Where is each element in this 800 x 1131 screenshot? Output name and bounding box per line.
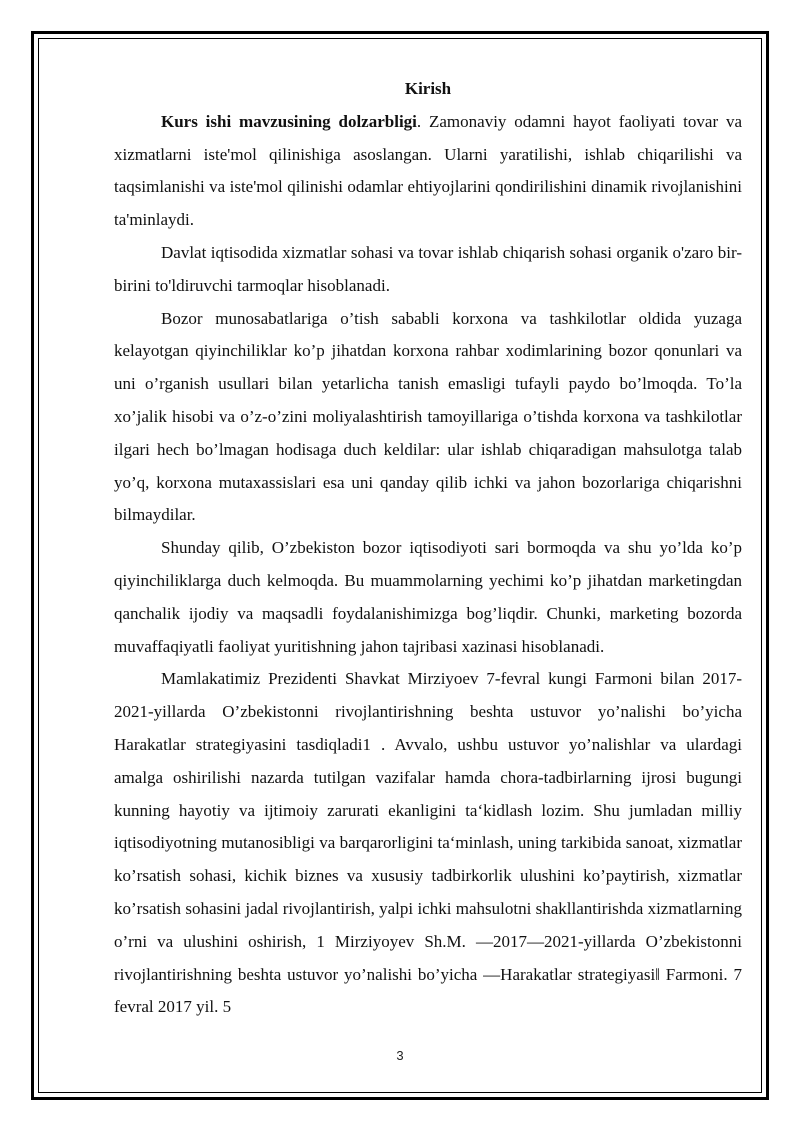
document-body: [114, 73, 742, 1024]
lead-heading: Kurs ishi mavzusining dolzarbligi: [161, 111, 417, 131]
paragraph: Bozor munosabatlariga o’tish sababli korxona va tashkilotlar oldida yuzaga kelayotgan qiyinchiliklar ko’p jihatdan korxona rahbar xodimlarining bozor qonunlari va uni o’rganish usullari bilan yetarlicha tanish emasligi tufayli paydo bo’lmoqda. To’la xo’jalik hisobi va o’z-o’zini moliyalashtirish tamoyillariga o’tishda korxona va tashkilotlar ilgari hech bo’lmagan hodisaga duch keldilar: ular ishlab chiqaradigan mahsulotga talab yo’q, korxona mutaxassislari esa uni qanday qilib ichki va jahon bozorlariga chiqarishni bilmaydilar.: [114, 308, 742, 525]
page-number: 3: [396, 1048, 404, 1063]
lead-paragraph: [114, 106, 742, 237]
paragraph: Davlat iqtisodida xizmatlar sohasi va tovar ishlab chiqarish sohasi organik o'zaro bir-birini to'ldiruvchi tarmoqlar hisoblanadi.: [114, 242, 742, 295]
paragraph: Shunday qilib, O’zbekiston bozor iqtisodiyoti sari bormoqda va shu yo’lda ko’p qiyinchiliklarga duch kelmoqda. Bu muammolarning yechimi ko’p jihatdan marketingdan qanchalik ijodiy va maqsadli foydalanishimizga bog’liqdir. Chunki, marketing bozorda muvaffaqiyatli faoliyat yuritishning jahon tajribasi xazinasi hisoblanadi.: [114, 538, 742, 656]
lead-text: . Zamonaviy odamni hayot faoliyati tovar va xizmatlarni iste'mol qilinishiga asoslangan. Ularni yaratilishi, ishlab chiqarilishi va taqsimlanishi va iste'mol qilinishi odamlar ehtiyojlarini qondirilishini dinamik rivojlanishini ta'minlaydi.: [114, 111, 742, 230]
paragraph: Mamlakatimiz Prezidenti Shavkat Mirziyoev 7-fevral kungi Farmoni bilan 2017-2021-yillarda O’zbekistonni rivojlantirishning beshta ustuvor yo’nalishi bo’yicha Harakatlar strategiyasini tasdiqladi1 . Avvalo, ushbu ustuvor yo’nalishlar va ulardagi amalga oshirilishi nazarda tutilgan vazifalar hamda chora-tadbirlarning ijrosi bugungi kunning hayotiy va ijtimoiy zarurati ekanligini ta‘kidlash lozim. Shu jumladan milliy iqtisodiyotning mutanosibligi va barqarorligini ta‘minlash, uning tarkibida sanoat, xizmatlar ko’rsatish sohasi, kichik biznes va xususiy tadbirkorlik ulushini ko’paytirish, xizmatlar ko’rsatish sohasini jadal rivojlantirish, yalpi ichki mahsulotni shakllantirishda xizmatlarning o’rni va ulushini oshirish, 1 Mirziyoyev Sh.M. ―2017—2021-yillarda O’zbekistonni rivojlantirishning beshta ustuvor yo’nalishi bo’yicha ―Harakatlar strategiyasi‖ Farmoni. 7 fevral 2017 yil. 5: [114, 669, 742, 1017]
document-title: Kirish: [404, 79, 452, 98]
